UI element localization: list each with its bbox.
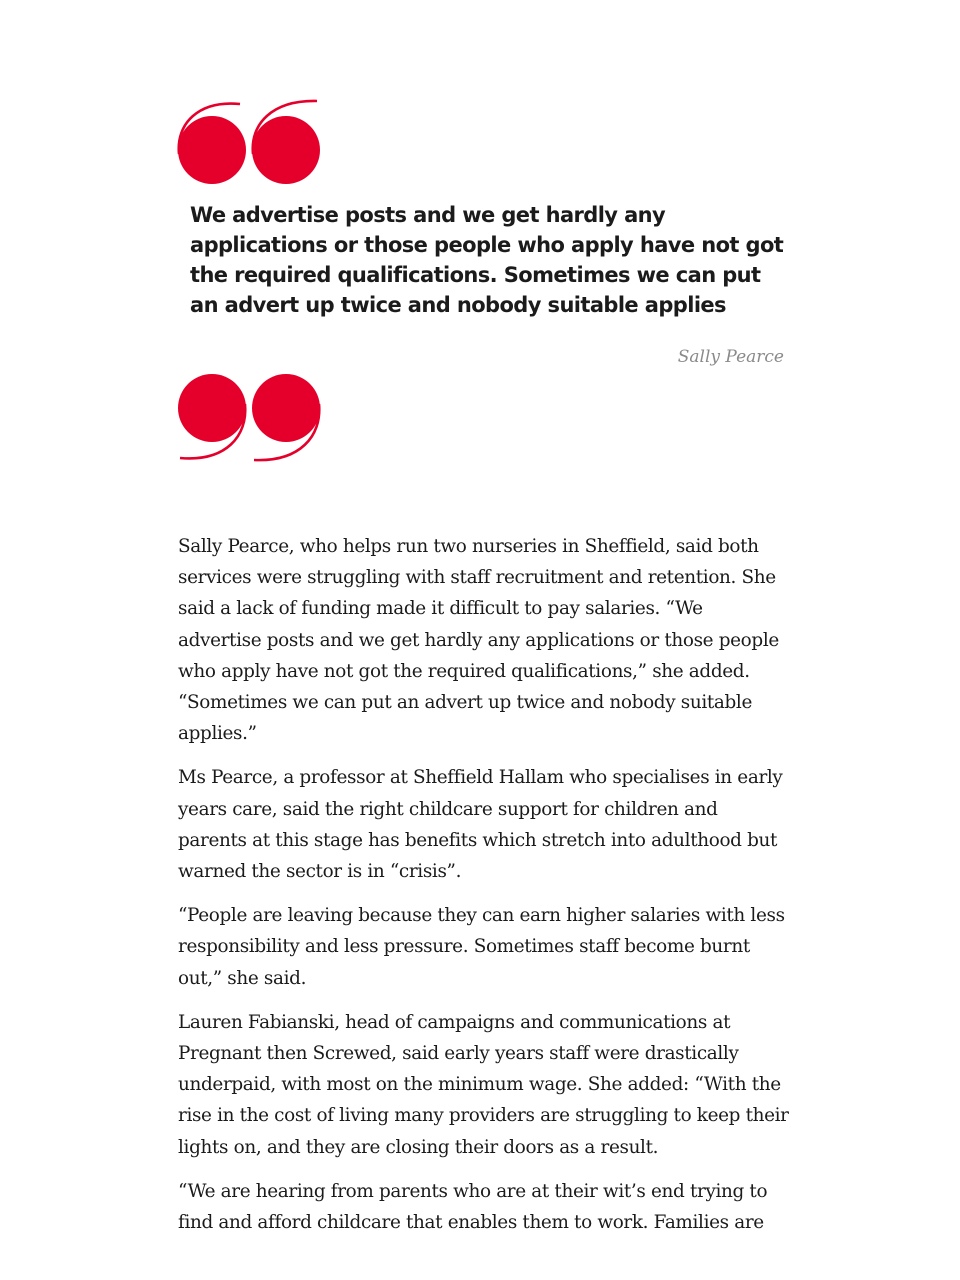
paragraph: Ms Pearce, a professor at Sheffield Hallam who specialises in early years care, said the right childcare support for children and parents at this stage has benefits which stretch into adulthood but warned the sector is in “crisis”. <box>178 767 783 883</box>
closing-quote-marks-icon <box>176 374 326 466</box>
quote-text: We advertise posts and we get hardly any applications or those people who apply have not got the required qualifications. Sometimes we can put an advert up twice and nobody suitable applies <box>190 203 784 317</box>
paragraph: “We are hearing from parents who are at their wit’s end trying to find and afford childcare that enables them to work. Families are <box>178 1180 768 1234</box>
paragraph: Lauren Fabianski, head of campaigns and communications at Pregnant then Screwed, said early years staff were drastically underpaid, with most on the minimum wage. She added: “With the rise in the cost of living many providers are struggling to keep their lights on, and they are closing their doors as a result. <box>178 1011 789 1158</box>
opening-quote-marks-icon <box>176 96 326 188</box>
paragraph: “People are leaving because they can earn higher salaries with less responsibility and less pressure. Sometimes staff become burnt out,” she said. <box>178 905 785 989</box>
article-body <box>178 531 790 1251</box>
quote-author: Sally Pearce <box>677 347 784 367</box>
pull-quote <box>0 0 960 470</box>
paragraph: Sally Pearce, who helps run two nurseries in Sheffield, said both services were struggling with staff recruitment and retention. She said a lack of funding made it difficult to pay salaries. “We advertise posts and we get hardly any applications or those people who apply have not got the required qualifications,” she added. “Sometimes we can put an advert up twice and nobody suitable applies.” <box>178 536 779 745</box>
